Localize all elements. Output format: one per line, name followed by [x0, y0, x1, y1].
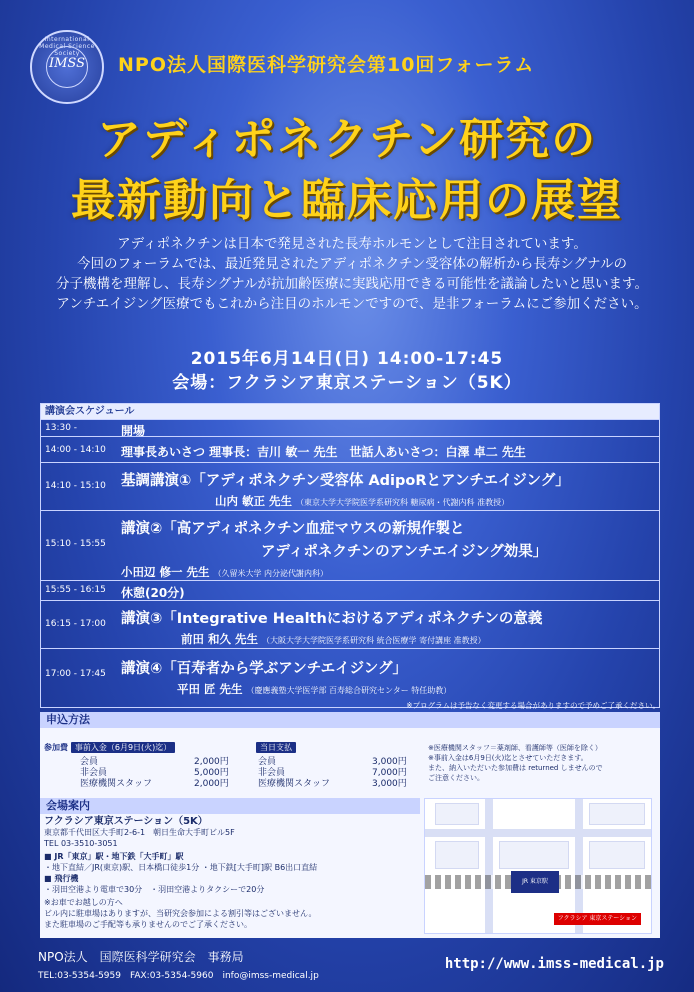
fee-note: ※医療機関スタッフ＝薬剤師、看護師等（医師を除く）	[428, 744, 602, 752]
row-body	[121, 657, 651, 697]
map-block	[435, 841, 479, 869]
title-line-2: 最新動向と臨床応用の展望	[71, 175, 623, 226]
fee-name: 会員	[258, 757, 277, 767]
map-station: JR 東京駅	[511, 871, 559, 893]
speaker-name: 平田 匠 先生	[177, 682, 243, 696]
fee-amount: 3,000円	[372, 779, 407, 789]
car-note: ※お車でお越しの方へ	[44, 898, 123, 907]
schedule-heading: 講演会スケジュール	[41, 404, 659, 419]
row-time: 15:55 - 16:15	[45, 585, 106, 595]
speaker-affiliation: （久留米大学 内分泌代謝内科）	[213, 569, 329, 578]
lecture-title: 講演②「高アディポネクチン血症マウスの新規作製と	[121, 521, 465, 537]
row-body	[121, 584, 651, 601]
speaker-affiliation: （東京大学大学院医学系研究科 糖尿病・代謝内科 准教授）	[296, 498, 510, 507]
row-label: 開場	[121, 424, 146, 438]
row-body	[121, 443, 651, 460]
map-street	[485, 799, 493, 933]
fee-name: 非会員	[80, 768, 108, 778]
footer-org: NPO法人 国際医科学研究会 事務局	[38, 950, 244, 964]
intro-line: アンチエイジング医療でもこれから注目のホルモンですので、是非フォーラムにご参加ください。	[56, 296, 648, 312]
map-block	[589, 803, 645, 825]
schedule-row	[41, 510, 659, 580]
event-venue: 会場：フクラシア東京ステーション（5K）	[172, 373, 522, 393]
fee-name: 医療機関スタッフ	[258, 779, 331, 789]
map-venue-pin: フクラシア 東京ステーション	[554, 913, 641, 925]
map-block	[435, 803, 479, 825]
schedule-row	[41, 580, 659, 600]
fee-row	[44, 768, 231, 779]
lecture-title: 講演③「Integrative Healthにおけるアディポネクチンの意義	[121, 611, 543, 627]
access-air: ■ 飛行機	[44, 874, 79, 883]
fee-amount: 2,000円	[194, 779, 229, 789]
fee-row	[44, 779, 231, 790]
speaker-affiliation: （慶應義塾大学医学部 百寿総合研究センター 特任助教）	[246, 686, 452, 695]
fee-label: 参加費	[44, 743, 68, 752]
access-jr: ■ JR「東京」駅・地下鉄「大手町」駅	[44, 852, 184, 861]
car-note: ビル内に駐車場はありますが、当研究会参加による割引等はございません。	[44, 909, 317, 918]
fee-row	[256, 768, 409, 779]
onsite-badge: 当日支払	[256, 742, 296, 753]
logo-mark: IMSS	[48, 56, 86, 71]
speaker-name: 小田辺 修一 先生	[121, 565, 210, 579]
forum-line: NPO法人国際医科学研究会第10回フォーラム	[118, 54, 535, 76]
location-details	[44, 816, 384, 930]
fee-note: また、納入いただいた参加費は returned しませんので	[428, 764, 603, 772]
title-line-1: アディポネクチン研究の	[96, 114, 598, 165]
onsite-fee-table	[256, 757, 409, 790]
speaker-name: 前田 和久 先生	[181, 632, 259, 646]
intro-line: 今回のフォーラムでは、最近発見されたアディポネクチン受容体の解析から長寿シグナルの	[77, 256, 627, 272]
lecture-title-cont: アディポネクチンのアンチエイジング効果」	[261, 544, 548, 560]
fee-row	[256, 757, 409, 768]
program-note: ※プログラムは予告なく変更する場合がありますので予めご了承ください。	[406, 701, 660, 710]
row-time: 16:15 - 17:00	[45, 619, 106, 629]
lecture-title: 基調講演①「アディポネクチン受容体 AdipoRとアンチエイジング」	[121, 473, 570, 489]
advance-badge: 事前入金（6月9日(火)迄）	[71, 742, 175, 753]
row-body	[121, 469, 651, 509]
intro-text	[40, 234, 664, 314]
fee-amount: 3,000円	[372, 757, 407, 767]
map-block	[589, 841, 645, 869]
footer-contact: TEL:03-5354-5959 FAX:03-5354-5960 info@imss-medical.jp	[38, 971, 319, 981]
info-panel	[40, 712, 660, 938]
logo-ring-text: International Medical Science Society	[39, 36, 95, 57]
fee-name: 非会員	[258, 768, 286, 778]
schedule-box	[40, 403, 660, 708]
advance-fee-table	[44, 757, 231, 790]
venue-tel: TEL 03-3510-3051	[44, 839, 118, 848]
map-block	[499, 841, 569, 869]
schedule-row	[41, 648, 659, 708]
access-map	[424, 798, 652, 934]
fee-note: ご注意ください。	[428, 774, 484, 782]
fee-name: 医療機関スタッフ	[80, 779, 153, 789]
speaker-affiliation: （大阪大学大学院医学系研究科 統合医療学 寄付講座 准教授）	[262, 636, 486, 645]
fee-amount: 2,000円	[194, 757, 229, 767]
speaker	[121, 631, 651, 647]
intro-line: 分子機構を理解し、長寿シグナルが抗加齢医療に実践応用できる可能性を議論したいと思います。	[56, 276, 648, 292]
fee-amount: 7,000円	[372, 768, 407, 778]
fee-row	[44, 757, 231, 768]
speaker	[121, 564, 651, 580]
fee-row	[256, 779, 409, 790]
fee-name: 会員	[80, 757, 99, 767]
row-time: 17:00 - 17:45	[45, 669, 106, 679]
schedule-row	[41, 436, 659, 462]
schedule-row	[41, 462, 659, 510]
row-label: 休憩(20分)	[121, 586, 185, 600]
car-note: また駐車場のご手配等も承りませんのでご了承ください。	[44, 920, 252, 929]
row-label: 理事長あいさつ 理事長：吉川 敏一 先生 世話人あいさつ：白澤 卓二 先生	[121, 445, 526, 459]
row-time: 14:10 - 15:10	[45, 481, 106, 491]
schedule-row	[41, 600, 659, 648]
fee-onsite	[256, 742, 409, 790]
venue-name: フクラシア東京ステーション（5K）	[44, 816, 208, 827]
row-body	[121, 607, 651, 647]
lecture-title: 講演④「百寿者から学ぶアンチエイジング」	[121, 661, 407, 677]
footer-url[interactable]: http://www.imss-medical.jp	[444, 956, 664, 972]
row-time: 15:10 - 15:55	[45, 539, 106, 549]
access-jr-detail: ・地下直結／JR(東京)駅、日本橋口徒歩1分 ・地下鉄[大手町]駅 B6出口直結	[44, 863, 318, 872]
speaker	[121, 681, 651, 697]
map-street	[425, 829, 651, 837]
schedule-row	[41, 419, 659, 436]
imss-logo	[30, 30, 104, 104]
apply-heading: 申込方法	[40, 712, 660, 728]
location-heading: 会場案内	[40, 798, 420, 814]
fee-advance	[44, 742, 231, 790]
access-air-detail: ・羽田空港より電車で30分 ・羽田空港よりタクシーで20分	[44, 885, 265, 894]
row-time: 14:00 - 14:10	[45, 445, 106, 455]
fee-amount: 5,000円	[194, 768, 229, 778]
fee-notes	[428, 743, 653, 783]
speaker-name: 山内 敏正 先生	[215, 494, 293, 508]
row-time: 13:30 -	[45, 423, 78, 433]
event-date: 2015年6月14日(日) 14:00-17:45	[190, 349, 504, 369]
fee-note: ※事前入金は6月9日(火)迄とさせていただきます。	[428, 754, 588, 762]
intro-line: アディポネクチンは日本で発見された長寿ホルモンとして注目されています。	[117, 236, 587, 252]
row-body	[121, 517, 651, 580]
speaker	[121, 493, 651, 509]
venue-address: 東京都千代田区大手町2-6-1 朝日生命大手町ビル5F	[44, 828, 235, 837]
